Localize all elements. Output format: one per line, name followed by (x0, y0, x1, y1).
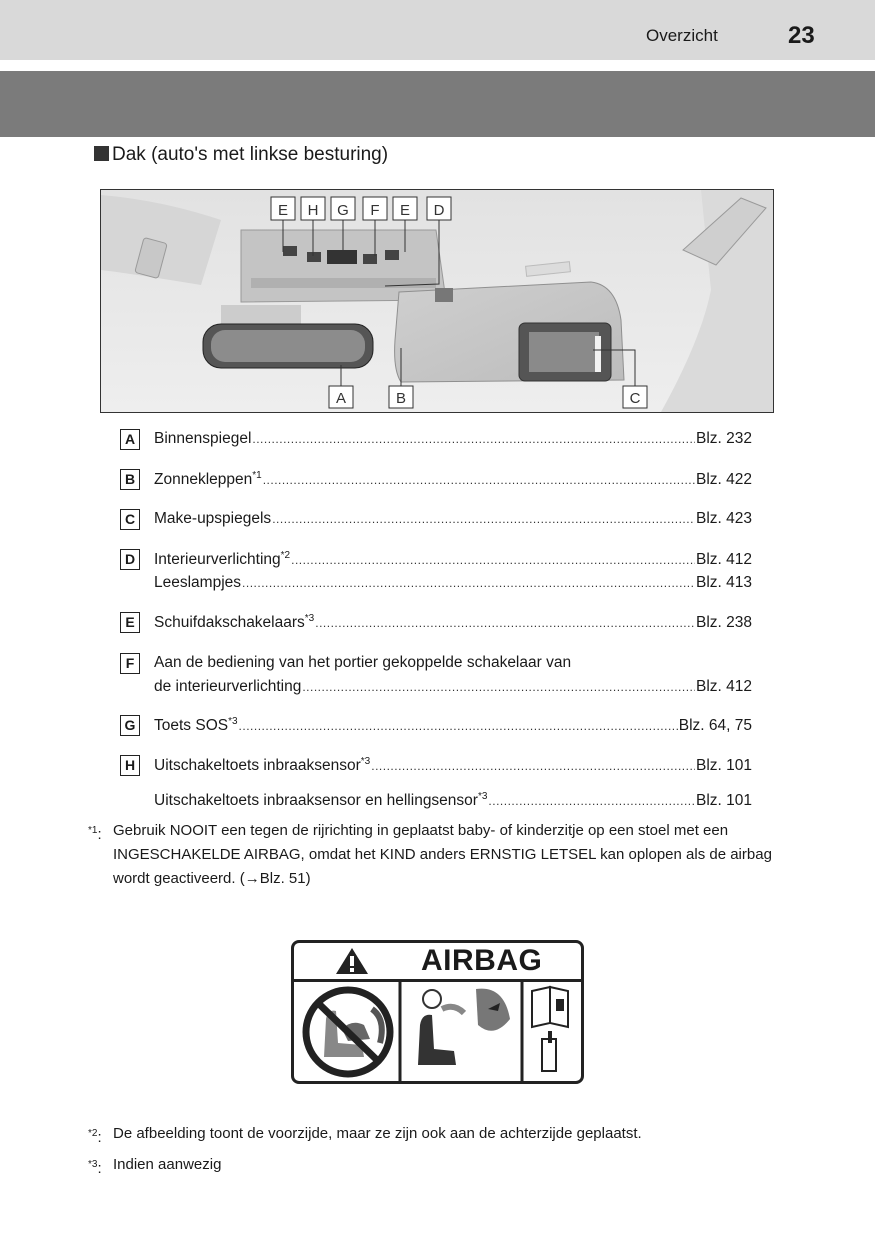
visor-hinge (435, 288, 453, 302)
legend-label: Zonnekleppen$^{*1}$ (154, 470, 262, 488)
callout-a: A (335, 390, 347, 407)
footnote-text: Indien aanwezig (113, 1156, 222, 1173)
page-reference[interactable]: Blz. 232 (695, 430, 752, 447)
footnote-marker: *2 (280, 550, 291, 561)
footnote-mark: $^{*3}$: (88, 1159, 102, 1177)
footnote-marker: *3 (477, 791, 488, 802)
legend-row (154, 550, 752, 570)
console-lamp (251, 278, 436, 288)
leader-dots (488, 792, 695, 810)
console-switch (385, 250, 399, 260)
leader-dots (315, 614, 695, 632)
callout-d: D (433, 202, 445, 219)
page-reference[interactable]: Blz. 64, 75 (678, 717, 752, 734)
legend-row (154, 678, 752, 698)
no-rear-facing-seat-icon (306, 990, 390, 1074)
page-reference[interactable]: Blz. 413 (695, 574, 752, 591)
legend-label: Uitschakeltoets inbraaksensor en hellingsensor$^{*3}$ (154, 791, 488, 809)
footnote-mark: $^{*1}$: (88, 825, 102, 843)
page-reference[interactable]: Blz. 412 (695, 678, 752, 695)
airbag-title: AIRBAG (421, 944, 543, 977)
legend-letter: G (120, 715, 140, 736)
heading-text: Dak (auto's met linkse besturing) (112, 144, 389, 165)
footnote-1 (88, 819, 778, 891)
vanity-lamp (595, 336, 601, 372)
vanity-mirror (529, 332, 599, 372)
leader-dots (263, 471, 695, 489)
page-heading (94, 144, 388, 166)
console-switch (327, 250, 357, 264)
legend-label: Interieurverlichting$^{*2}$ (154, 550, 291, 568)
legend-row (154, 430, 752, 450)
footnote-marker: *3 (304, 613, 315, 624)
footnote-text: De afbeelding toont de voorzijde, maar ze zijn ook aan de achterzijde geplaatst. (113, 1125, 642, 1142)
page-reference[interactable]: Blz. 101 (695, 792, 752, 809)
callout-g: G (337, 202, 349, 219)
section-title: Overzicht (646, 26, 718, 45)
footnote-text: Gebruik NOOIT een tegen de rijrichting in geplaatst baby- of kinderzitje op een stoel met een INGESCHAKELDE AIRBAG, omdat het KIND anders ERNSTIG LETSEL kan oplopen als de airbag wordt geactiveerd. (→Blz. 51) (113, 822, 772, 887)
footnote-3 (88, 1153, 778, 1177)
legend-row (154, 574, 752, 594)
heading-square-icon (94, 146, 109, 161)
legend-letter: F (120, 653, 140, 674)
legend-letter: A (120, 429, 140, 450)
page-reference[interactable]: Blz. 238 (695, 614, 752, 631)
roof-diagram (100, 189, 774, 413)
warning-triangle-icon (334, 946, 370, 976)
legend-label: de interieurverlichting (154, 678, 302, 695)
legend-letter: B (120, 469, 140, 490)
legend-row (154, 613, 752, 633)
manual-reference-icon (532, 987, 568, 1071)
legend-row (154, 716, 752, 736)
page-reference[interactable]: Blz. 412 (695, 551, 752, 568)
footnote-marker: *3 (360, 756, 371, 767)
legend-label: Make-upspiegels (154, 510, 272, 527)
legend-letter: E (120, 612, 140, 633)
footnote-marker: *3 (228, 716, 238, 727)
leader-dots (242, 574, 695, 592)
legend-label: Schuifdakschakelaars$^{*3}$ (154, 613, 315, 631)
legend-row (154, 654, 752, 674)
legend-label: Uitschakeltoets inbraaksensor$^{*3}$ (154, 756, 371, 774)
seat-airbag-deploy-icon (418, 989, 510, 1065)
footnote-marker: *1 (252, 470, 262, 481)
airbag-label-header (294, 943, 581, 982)
legend-label: Toets SOS$^{*3}$ (154, 716, 238, 734)
callout-e-left: E (277, 202, 289, 219)
legend-label: Aan de bediening van het portier gekoppelde schakelaar van (154, 654, 572, 671)
legend-letter: D (120, 549, 140, 570)
legend-row (154, 756, 752, 776)
console-switch (307, 252, 321, 262)
callout-f: F (370, 202, 380, 219)
leader-dots (291, 551, 695, 569)
legend-row (154, 791, 752, 811)
mirror-glass (211, 330, 365, 362)
legend-row (154, 470, 752, 490)
leader-dots (239, 717, 678, 735)
legend-label: Binnenspiegel (154, 430, 252, 447)
airbag-warning-label (291, 940, 584, 1084)
page-reference[interactable]: Blz. 422 (695, 471, 752, 488)
callout-h: H (307, 202, 319, 219)
roof-illustration (101, 190, 773, 412)
footnote-mark: $^{*2}$: (88, 1128, 102, 1146)
leader-dots (252, 430, 695, 448)
legend-row (154, 510, 752, 530)
callout-e-right: E (399, 202, 411, 219)
legend-letter: H (120, 755, 140, 776)
callout-c: C (629, 390, 641, 407)
callout-b: B (395, 390, 407, 407)
console-switch (283, 246, 297, 256)
leader-dots (302, 678, 695, 696)
legend-letter: C (120, 509, 140, 530)
legend-label: Leeslampjes (154, 574, 242, 591)
chapter-band (0, 71, 875, 137)
leader-dots (272, 510, 695, 528)
page-reference[interactable]: Blz. 423 (695, 510, 752, 527)
page-header-bar (0, 0, 875, 60)
page-number: 23 (788, 22, 815, 49)
airbag-pictograms (294, 979, 581, 1081)
footnote-2 (88, 1122, 778, 1146)
leader-dots (371, 757, 695, 775)
page-reference[interactable]: Blz. 101 (695, 757, 752, 774)
